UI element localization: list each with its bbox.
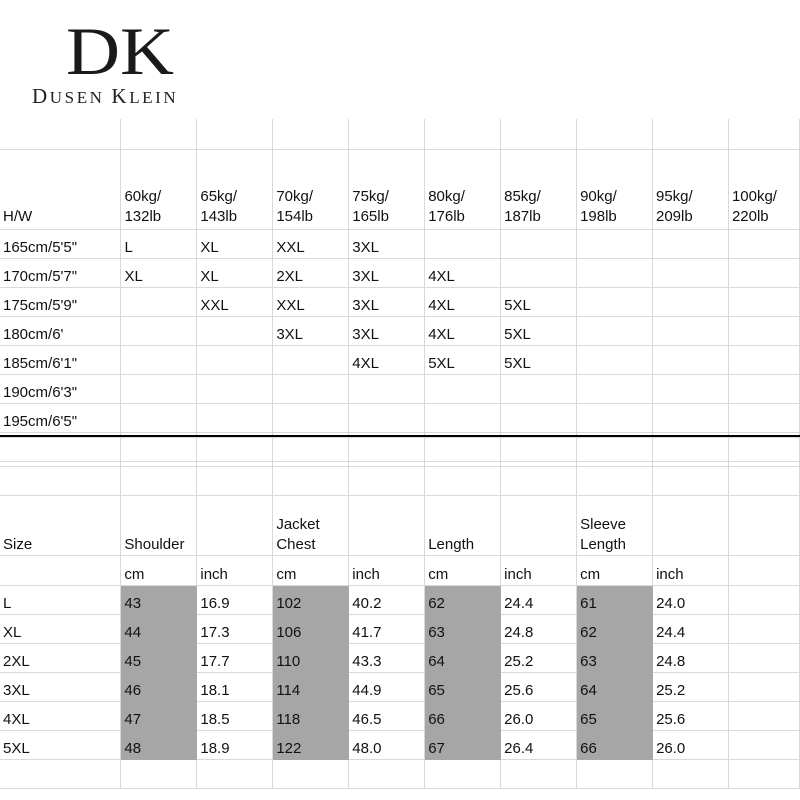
- size-cell: XXL: [197, 287, 273, 316]
- weight-header: 60kg/ 132lb: [121, 149, 197, 229]
- inch-value: 25.2: [653, 673, 729, 702]
- cm-value: 62: [577, 615, 653, 644]
- cm-value: 64: [577, 673, 653, 702]
- measure-row: [0, 615, 800, 644]
- size-cell: [577, 316, 653, 345]
- inch-value: 43.3: [349, 644, 425, 673]
- weight-header: 75kg/ 165lb: [349, 149, 425, 229]
- size-cell: 3XL: [349, 316, 425, 345]
- cm-value: 44: [121, 615, 197, 644]
- spacer-row: [0, 438, 800, 467]
- size-cell: [653, 345, 729, 374]
- size-cell: 5XL: [425, 345, 501, 374]
- size-cell: [501, 403, 577, 432]
- length-header: Length: [425, 496, 501, 556]
- size-cell: XL: [197, 229, 273, 258]
- size-cell: [121, 345, 197, 374]
- cm-value: 63: [425, 615, 501, 644]
- size-cell: 5XL: [501, 287, 577, 316]
- unit-label: cm: [121, 556, 197, 586]
- brand-name: DUSEN KLEIN: [32, 84, 179, 108]
- size-cell: XL: [197, 258, 273, 287]
- cm-value: 67: [425, 731, 501, 760]
- inch-value: 25.6: [653, 702, 729, 731]
- unit-label: inch: [349, 556, 425, 586]
- weight-header: 65kg/ 143lb: [197, 149, 273, 229]
- spacer-row: [0, 760, 800, 789]
- weight-header: 100kg/ 220lb: [728, 149, 799, 229]
- size-row: [0, 374, 800, 403]
- size-cell: [501, 258, 577, 287]
- size-cell: 3XL: [349, 258, 425, 287]
- size-cell: [728, 316, 799, 345]
- size-row: [0, 287, 800, 316]
- size-row: [0, 229, 800, 258]
- size-label: 5XL: [0, 731, 121, 760]
- cm-value: 102: [273, 586, 349, 615]
- spacer-row: [0, 119, 800, 149]
- size-cell: [425, 229, 501, 258]
- weight-header: 90kg/ 198lb: [577, 149, 653, 229]
- size-cell: [577, 403, 653, 432]
- cm-value: 110: [273, 644, 349, 673]
- sleeve-header: Sleeve Length: [577, 496, 653, 556]
- monogram-text: DK: [66, 18, 174, 82]
- unit-label: cm: [273, 556, 349, 586]
- measure-row: [0, 731, 800, 760]
- chest-header: Jacket Chest: [273, 496, 349, 556]
- size-cell: XXL: [273, 229, 349, 258]
- size-cell: [349, 403, 425, 432]
- cm-value: 62: [425, 586, 501, 615]
- size-cell: [577, 229, 653, 258]
- size-cell: [121, 374, 197, 403]
- inch-value: 26.0: [501, 702, 577, 731]
- measure-row: [0, 644, 800, 673]
- size-cell: [653, 374, 729, 403]
- size-label: 4XL: [0, 702, 121, 731]
- dk-monogram: [66, 18, 176, 82]
- height-label: 170cm/5'7": [0, 258, 121, 287]
- size-label: 2XL: [0, 644, 121, 673]
- size-cell: [349, 374, 425, 403]
- size-cell: [728, 258, 799, 287]
- inch-value: 26.0: [653, 731, 729, 760]
- unit-label: inch: [197, 556, 273, 586]
- size-header: Size: [0, 496, 121, 556]
- size-cell: XL: [121, 258, 197, 287]
- inch-value: 16.9: [197, 586, 273, 615]
- size-cell: [273, 403, 349, 432]
- size-cell: 4XL: [349, 345, 425, 374]
- inch-value: 25.6: [501, 673, 577, 702]
- size-cell: [197, 316, 273, 345]
- measure-row: [0, 702, 800, 731]
- size-cell: [728, 374, 799, 403]
- height-label: 190cm/6'3": [0, 374, 121, 403]
- size-cell: [728, 345, 799, 374]
- height-label: 180cm/6': [0, 316, 121, 345]
- cm-value: 43: [121, 586, 197, 615]
- size-cell: [728, 403, 799, 432]
- size-cell: [653, 287, 729, 316]
- shoulder-header: Shoulder: [121, 496, 197, 556]
- weight-header: 95kg/ 209lb: [653, 149, 729, 229]
- size-cell: [425, 403, 501, 432]
- size-cell: [501, 374, 577, 403]
- measurement-table: [0, 437, 800, 789]
- cm-value: 114: [273, 673, 349, 702]
- weight-header: 85kg/ 187lb: [501, 149, 577, 229]
- cm-value: 65: [577, 702, 653, 731]
- size-cell: [273, 345, 349, 374]
- size-row: [0, 258, 800, 287]
- cm-value: 66: [577, 731, 653, 760]
- inch-value: 24.4: [501, 586, 577, 615]
- inch-value: 48.0: [349, 731, 425, 760]
- inch-value: 40.2: [349, 586, 425, 615]
- size-cell: [577, 345, 653, 374]
- size-cell: [501, 229, 577, 258]
- measure-row: [0, 586, 800, 615]
- spacer-row: [0, 467, 800, 496]
- weight-header: 80kg/ 176lb: [425, 149, 501, 229]
- size-label: XL: [0, 615, 121, 644]
- inch-value: 17.7: [197, 644, 273, 673]
- unit-label: inch: [653, 556, 729, 586]
- brand-logo: [30, 18, 210, 108]
- size-cell: [577, 258, 653, 287]
- inch-value: 18.5: [197, 702, 273, 731]
- unit-label: inch: [501, 556, 577, 586]
- size-cell: [577, 287, 653, 316]
- unit-label: cm: [577, 556, 653, 586]
- size-label: 3XL: [0, 673, 121, 702]
- size-cell: 3XL: [273, 316, 349, 345]
- size-recommendation-table: [0, 119, 800, 462]
- cm-value: 47: [121, 702, 197, 731]
- inch-value: 24.0: [653, 586, 729, 615]
- size-row: [0, 345, 800, 374]
- measure-header-row: [0, 496, 800, 556]
- height-weight-corner: H/W: [0, 149, 121, 229]
- cm-value: 106: [273, 615, 349, 644]
- inch-value: 26.4: [501, 731, 577, 760]
- size-cell: 4XL: [425, 258, 501, 287]
- size-cell: XXL: [273, 287, 349, 316]
- size-cell: [728, 287, 799, 316]
- inch-value: 24.8: [501, 615, 577, 644]
- cm-value: 65: [425, 673, 501, 702]
- cm-value: 64: [425, 644, 501, 673]
- inch-value: 46.5: [349, 702, 425, 731]
- inch-value: 24.4: [653, 615, 729, 644]
- size-cell: 5XL: [501, 316, 577, 345]
- inch-value: 18.1: [197, 673, 273, 702]
- cm-value: 122: [273, 731, 349, 760]
- size-label: L: [0, 586, 121, 615]
- size-cell: 3XL: [349, 287, 425, 316]
- cm-value: 45: [121, 644, 197, 673]
- cm-value: 46: [121, 673, 197, 702]
- size-cell: [197, 374, 273, 403]
- size-cell: 2XL: [273, 258, 349, 287]
- size-cell: [425, 374, 501, 403]
- cm-value: 61: [577, 586, 653, 615]
- size-cell: [121, 287, 197, 316]
- size-cell: [197, 403, 273, 432]
- size-cell: [273, 374, 349, 403]
- size-row: [0, 316, 800, 345]
- inch-value: 24.8: [653, 644, 729, 673]
- size-cell: [653, 316, 729, 345]
- size-row: [0, 403, 800, 432]
- unit-label: cm: [425, 556, 501, 586]
- measure-row: [0, 673, 800, 702]
- size-cell: [577, 374, 653, 403]
- height-label: 165cm/5'5": [0, 229, 121, 258]
- size-cell: [728, 229, 799, 258]
- height-label: 195cm/6'5": [0, 403, 121, 432]
- size-cell: [197, 345, 273, 374]
- inch-value: 17.3: [197, 615, 273, 644]
- size-cell: [121, 316, 197, 345]
- inch-value: 18.9: [197, 731, 273, 760]
- inch-value: 25.2: [501, 644, 577, 673]
- size-cell: L: [121, 229, 197, 258]
- height-label: 185cm/6'1": [0, 345, 121, 374]
- size-cell: 5XL: [501, 345, 577, 374]
- inch-value: 41.7: [349, 615, 425, 644]
- size-cell: [653, 403, 729, 432]
- size-cell: [121, 403, 197, 432]
- unit-row: [0, 556, 800, 586]
- height-label: 175cm/5'9": [0, 287, 121, 316]
- cm-value: 66: [425, 702, 501, 731]
- size-cell: [653, 229, 729, 258]
- inch-value: 44.9: [349, 673, 425, 702]
- cm-value: 118: [273, 702, 349, 731]
- cm-value: 48: [121, 731, 197, 760]
- weight-header-row: [0, 149, 800, 229]
- weight-header: 70kg/ 154lb: [273, 149, 349, 229]
- size-cell: 4XL: [425, 287, 501, 316]
- cm-value: 63: [577, 644, 653, 673]
- size-cell: [653, 258, 729, 287]
- size-cell: 4XL: [425, 316, 501, 345]
- size-cell: 3XL: [349, 229, 425, 258]
